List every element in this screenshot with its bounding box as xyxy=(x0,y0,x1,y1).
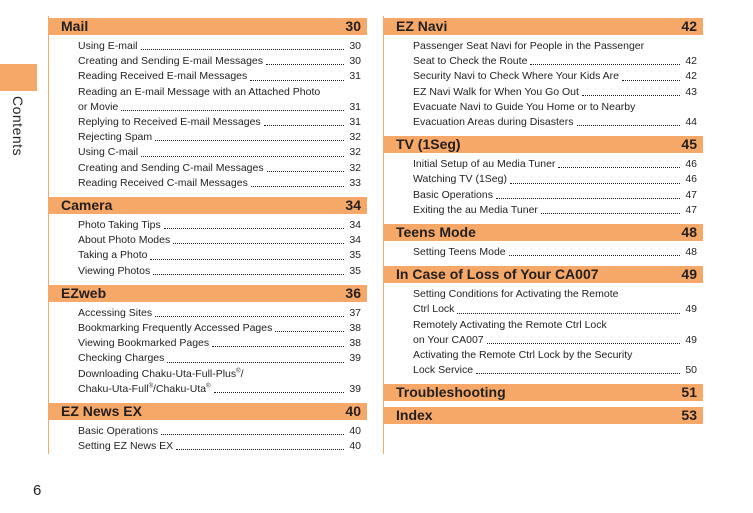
entry-text: on Your CA007 xyxy=(413,333,484,346)
leader-dots xyxy=(176,449,344,450)
section-header[interactable] xyxy=(383,266,703,283)
entry-list xyxy=(48,302,367,397)
toc-entry[interactable] xyxy=(78,306,361,321)
toc-section xyxy=(383,136,703,218)
toc-entry[interactable] xyxy=(413,39,697,69)
entry-page: 30 xyxy=(349,55,361,68)
section-title: Mail xyxy=(61,18,89,34)
entry-page: 35 xyxy=(349,249,361,262)
entry-page: 34 xyxy=(349,219,361,232)
entry-text: Basic Operations xyxy=(413,188,493,201)
entry-page: 47 xyxy=(685,203,697,216)
entry-text: or Movie xyxy=(78,100,119,113)
leader-dots xyxy=(212,346,344,347)
entry-line xyxy=(78,351,361,366)
toc-entry[interactable] xyxy=(413,157,697,172)
entry-page: 34 xyxy=(349,234,361,247)
toc-section xyxy=(383,18,703,130)
entry-line xyxy=(413,69,697,84)
leader-dots xyxy=(167,362,344,363)
entry-line xyxy=(78,85,361,100)
entry-text: Activating the Remote Ctrl Lock by the Security xyxy=(413,349,633,362)
toc-entry[interactable] xyxy=(413,287,697,317)
entry-text: Viewing Photos xyxy=(78,264,151,277)
entry-text: Exiting the au Media Tuner xyxy=(413,203,538,216)
entry-line xyxy=(78,176,361,191)
entry-text: Downloading Chaku-Uta-Full-Plus®/ xyxy=(78,367,244,380)
toc-entry[interactable] xyxy=(78,176,361,191)
section-title: Index xyxy=(396,407,433,424)
toc-entry[interactable] xyxy=(78,264,361,279)
entry-line xyxy=(78,382,361,397)
entry-page: 49 xyxy=(685,303,697,316)
entry-page: 46 xyxy=(685,158,697,171)
entry-page: 32 xyxy=(349,146,361,159)
entry-page: 40 xyxy=(349,425,361,438)
leader-dots xyxy=(510,183,680,184)
leader-dots xyxy=(275,331,344,332)
leader-dots xyxy=(251,186,344,187)
leader-dots xyxy=(161,434,344,435)
entry-text: Accessing Sites xyxy=(78,306,153,319)
entry-page: 35 xyxy=(349,264,361,277)
toc-entry[interactable] xyxy=(413,245,697,260)
toc-entry[interactable] xyxy=(78,54,361,69)
entry-line xyxy=(78,69,361,84)
entry-page: 38 xyxy=(349,337,361,350)
leader-dots xyxy=(582,95,680,96)
entry-line xyxy=(413,348,697,363)
entry-line xyxy=(78,130,361,145)
leader-dots xyxy=(530,64,680,65)
entry-text: Setting Teens Mode xyxy=(413,246,506,259)
section-header[interactable] xyxy=(48,197,367,214)
entry-text: Checking Charges xyxy=(78,352,165,365)
entry-page: 31 xyxy=(349,116,361,129)
entry-line xyxy=(413,172,697,187)
entry-text: Setting Conditions for Activating the Remote xyxy=(413,288,619,301)
entry-line xyxy=(78,233,361,248)
section-page: 34 xyxy=(345,197,361,214)
leader-dots xyxy=(121,110,344,111)
entry-line xyxy=(78,264,361,279)
entry-page: 49 xyxy=(685,333,697,346)
toc-entry[interactable] xyxy=(78,39,361,54)
entry-text: Basic Operations xyxy=(78,425,158,438)
entry-page: 32 xyxy=(349,161,361,174)
entry-page: 42 xyxy=(685,55,697,68)
toc-column-left xyxy=(48,18,367,460)
toc-section xyxy=(48,285,367,397)
section-header[interactable] xyxy=(383,407,703,424)
entry-page: 31 xyxy=(349,100,361,113)
toc-entry[interactable] xyxy=(413,348,697,378)
entry-line xyxy=(413,85,697,100)
entry-text: Using E-mail xyxy=(78,40,138,52)
section-page: 48 xyxy=(681,224,697,241)
toc-section xyxy=(48,18,367,191)
leader-dots xyxy=(509,255,680,256)
side-label: Contents xyxy=(10,96,26,157)
section-page: 49 xyxy=(681,266,697,283)
leader-dots xyxy=(141,156,344,157)
toc-entry[interactable] xyxy=(413,318,697,348)
leader-dots xyxy=(164,228,344,229)
toc-entry[interactable] xyxy=(413,188,697,203)
toc-entry[interactable] xyxy=(78,145,361,160)
toc-entry[interactable] xyxy=(78,115,361,130)
entry-text: Rejecting Spam xyxy=(78,131,153,144)
section-header[interactable] xyxy=(383,384,703,401)
section-title: Teens Mode xyxy=(396,224,476,241)
leader-dots xyxy=(496,198,680,199)
leader-dots xyxy=(487,343,680,344)
leader-dots xyxy=(457,313,680,314)
leader-dots xyxy=(267,171,344,172)
entry-page: 47 xyxy=(685,188,697,201)
entry-page: 38 xyxy=(349,322,361,335)
entry-line xyxy=(413,333,697,348)
section-page: 42 xyxy=(681,18,697,34)
entry-page: 33 xyxy=(349,176,361,189)
toc-section xyxy=(48,197,367,279)
section-title: Camera xyxy=(61,197,113,214)
entry-page: 42 xyxy=(685,70,697,83)
section-title: EZweb xyxy=(61,284,107,301)
section-header[interactable] xyxy=(383,18,703,35)
entry-list xyxy=(48,35,367,191)
toc-entry[interactable] xyxy=(413,172,697,187)
entry-page: 32 xyxy=(349,131,361,144)
leader-dots xyxy=(476,373,680,374)
toc-entry[interactable] xyxy=(78,321,361,336)
entry-line xyxy=(413,100,697,115)
toc-entry[interactable] xyxy=(78,336,361,351)
entry-page: 40 xyxy=(349,440,361,453)
entry-line xyxy=(78,100,361,115)
section-header[interactable] xyxy=(48,18,367,35)
toc-section xyxy=(383,384,703,401)
entry-line xyxy=(413,287,697,302)
entry-line xyxy=(413,54,697,69)
entry-text: EZ Navi Walk for When You Go Out xyxy=(413,85,579,98)
toc-entry[interactable] xyxy=(78,130,361,145)
leader-dots xyxy=(264,125,344,126)
entry-text: Evacuate Navi to Guide You Home or to Nearby xyxy=(413,100,636,113)
section-header[interactable] xyxy=(383,224,703,241)
toc-entry[interactable] xyxy=(78,248,361,263)
entry-line xyxy=(78,248,361,263)
entry-line xyxy=(413,302,697,317)
entry-line xyxy=(413,115,697,130)
entry-text: Viewing Bookmarked Pages xyxy=(78,337,210,350)
entry-page: 39 xyxy=(349,382,361,395)
toc-entry[interactable] xyxy=(78,233,361,248)
leader-dots xyxy=(214,392,344,393)
leader-dots xyxy=(173,243,344,244)
entry-line xyxy=(413,363,697,378)
entry-line xyxy=(78,367,361,382)
entry-text: Creating and Sending E-mail Messages xyxy=(78,55,264,68)
leader-dots xyxy=(266,64,344,65)
entry-line xyxy=(78,218,361,233)
entry-page: 39 xyxy=(349,352,361,365)
entry-line xyxy=(78,39,361,54)
toc-entry[interactable] xyxy=(78,69,361,84)
section-page: 53 xyxy=(681,407,697,424)
entry-text: Security Navi to Check Where Your Kids Are xyxy=(413,70,620,83)
page-number: 6 xyxy=(33,482,42,499)
toc-entry[interactable] xyxy=(78,424,361,439)
entry-list xyxy=(383,241,703,260)
section-page: 30 xyxy=(345,18,361,34)
side-tab-marker xyxy=(0,64,37,91)
entry-text: Creating and Sending C-mail Messages xyxy=(78,161,264,174)
entry-text: Reading an E-mail Message with an Attached Photo xyxy=(78,85,321,98)
entry-line xyxy=(413,39,697,54)
toc-section xyxy=(383,407,703,424)
entry-text: Watching TV (1Seg) xyxy=(413,173,507,186)
toc-entry[interactable] xyxy=(413,203,697,218)
entry-text: About Photo Modes xyxy=(78,234,171,247)
entry-text: Ctrl Lock xyxy=(413,303,455,316)
leader-dots xyxy=(150,259,344,260)
entry-line xyxy=(78,439,361,454)
entry-text: Taking a Photo xyxy=(78,249,148,262)
entry-page: 44 xyxy=(685,116,697,129)
entry-line xyxy=(413,245,697,260)
leader-dots xyxy=(141,49,344,50)
entry-text: Photo Taking Tips xyxy=(78,219,161,232)
toc-entry[interactable] xyxy=(78,367,361,397)
entry-list xyxy=(48,420,367,454)
toc-entry[interactable] xyxy=(78,351,361,366)
toc-entry[interactable] xyxy=(78,439,361,454)
section-page: 40 xyxy=(345,403,361,420)
entry-line xyxy=(413,203,697,218)
toc-section xyxy=(48,403,367,454)
toc-entry[interactable] xyxy=(78,161,361,176)
leader-dots xyxy=(250,80,344,81)
entry-text: Setting EZ News EX xyxy=(78,440,174,453)
toc-entry[interactable] xyxy=(78,218,361,233)
entry-list xyxy=(48,214,367,279)
entry-page: 37 xyxy=(349,306,361,319)
section-title: Troubleshooting xyxy=(396,384,506,401)
section-title: EZ Navi xyxy=(396,18,448,34)
leader-dots xyxy=(155,140,344,141)
leader-dots xyxy=(153,274,344,275)
entry-page: 46 xyxy=(685,173,697,186)
section-page: 45 xyxy=(681,136,697,153)
entry-line xyxy=(78,321,361,336)
leader-dots xyxy=(541,213,680,214)
entry-text: Replying to Received E-mail Messages xyxy=(78,116,261,129)
leader-dots xyxy=(155,316,344,317)
section-title: In Case of Loss of Your CA007 xyxy=(396,266,599,283)
leader-dots xyxy=(622,80,680,81)
toc-section xyxy=(383,224,703,260)
entry-page: 31 xyxy=(349,70,361,83)
section-title: TV (1Seg) xyxy=(396,136,461,153)
entry-list xyxy=(383,153,703,218)
entry-text: Seat to Check the Route xyxy=(413,55,528,68)
entry-list xyxy=(383,35,703,130)
entry-page: 50 xyxy=(685,364,697,377)
toc-column-right xyxy=(383,18,703,430)
entry-line xyxy=(413,318,697,333)
section-title: EZ News EX xyxy=(61,403,142,420)
entry-line xyxy=(78,306,361,321)
entry-text: Reading Received E-mail Messages xyxy=(78,70,248,83)
section-header[interactable] xyxy=(48,403,367,420)
entry-line xyxy=(78,161,361,176)
entry-text: Evacuation Areas during Disasters xyxy=(413,116,574,129)
entry-page: 43 xyxy=(685,85,697,98)
entry-text: Using C-mail xyxy=(78,146,139,159)
entry-line xyxy=(78,115,361,130)
entry-line xyxy=(78,336,361,351)
entry-text: Passenger Seat Navi for People in the Passenger xyxy=(413,40,645,52)
section-header[interactable] xyxy=(48,285,367,302)
entry-line xyxy=(78,54,361,69)
entry-line xyxy=(78,145,361,160)
entry-text: Remotely Activating the Remote Ctrl Lock xyxy=(413,318,607,331)
entry-line xyxy=(78,424,361,439)
entry-text: Chaku-Uta-Full®/Chaku-Uta® xyxy=(78,382,211,395)
entry-text: Bookmarking Frequently Accessed Pages xyxy=(78,322,273,335)
toc-section xyxy=(383,266,703,378)
section-page: 51 xyxy=(681,384,697,401)
toc-entry[interactable] xyxy=(78,85,361,115)
entry-line xyxy=(413,157,697,172)
toc-entry[interactable] xyxy=(413,69,697,84)
entry-text: Lock Service xyxy=(413,364,474,377)
entry-page: 30 xyxy=(349,40,361,52)
leader-dots xyxy=(577,125,681,126)
entry-text: Reading Received C-mail Messages xyxy=(78,176,248,189)
toc-entry[interactable] xyxy=(413,85,697,100)
section-header[interactable] xyxy=(383,136,703,153)
section-page: 36 xyxy=(345,284,361,301)
entry-text: Initial Setup of au Media Tuner xyxy=(413,158,556,171)
toc-entry[interactable] xyxy=(413,100,697,130)
entry-list xyxy=(383,283,703,378)
entry-line xyxy=(413,188,697,203)
leader-dots xyxy=(558,167,680,168)
entry-page: 48 xyxy=(685,246,697,259)
